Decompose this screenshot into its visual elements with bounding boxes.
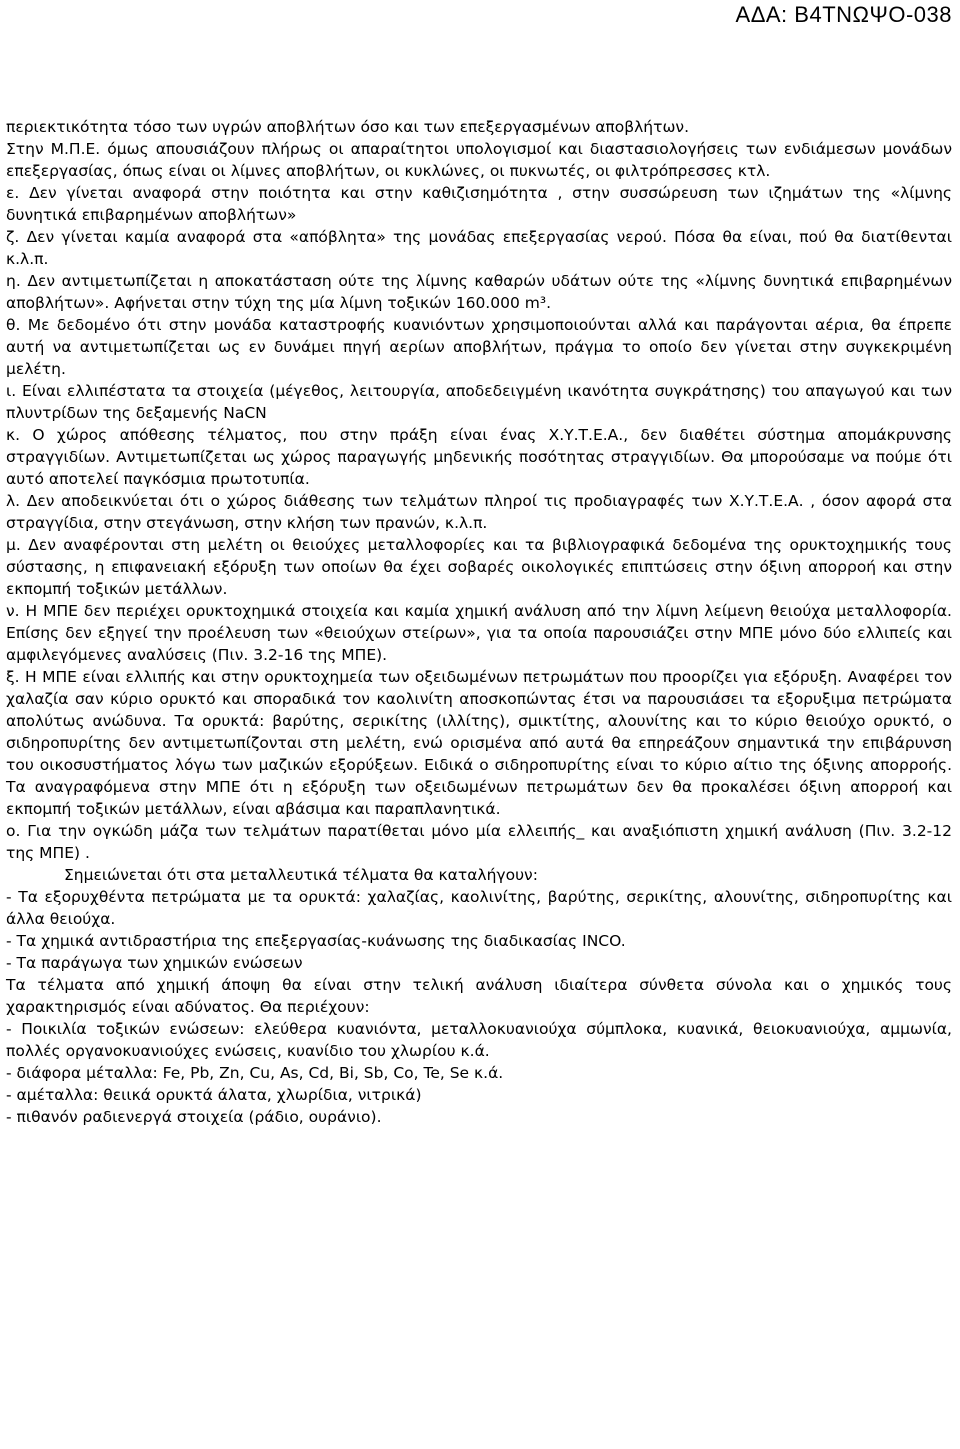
paragraph-intro: περιεκτικότητα τόσο των υγρών αποβλήτων όσο και των επεξεργασμένων αποβλήτων. — [6, 118, 690, 136]
paragraph-i: η. Δεν αντιμετωπίζεται η αποκατάσταση ούτε της λίμνης καθαρών υδάτων ούτε της «λίμνης δυνητικά επιβαρημένων αποβλήτων». Αφήνεται στην τύχη της μία λίμνη τοξικών 160.000 m³. — [6, 272, 952, 312]
paragraph-l: λ. Δεν αποδεικνύεται ότι ο χώρος διάθεσης των τελμάτων πληροί τις προδιαγραφές των Χ.Υ.Τ.Ε.Α. , όσον αφορά στα στραγγίδια, στην στεγάνωση, στην κλήση των πρανών, κ.λ.π. — [6, 492, 952, 532]
paragraph-o: ο. Για την ογκώδη μάζα των τελμάτων παρατίθεται μόνο μία ελλειπής_ και αναξιόπιστη χημική ανάλυση (Πιν. 3.2-12 της ΜΠΕ) . — [6, 822, 952, 862]
indented-note: Σημειώνεται ότι στα μεταλλευτικά τέλματα θα καταλήγουν: — [64, 866, 538, 884]
paragraph-m: μ. Δεν αναφέρονται στη μελέτη οι θειούχες μεταλλοφορίες και τα βιβλιογραφικά δεδομένα της ορυκτοχημικής τους σύστασης, η επιφανειακή εξόρυξη των οποίων θα έχει σοβαρές οικολογικές επιπτώσεις στην όξινη απορροή και στην εκπομπή τοξικών μετάλλων. — [6, 536, 952, 598]
list-b-item: - Ποικιλία τοξικών ενώσεων: ελεύθερα κυανιόντα, μεταλλοκυανιούχα σύμπλοκα, κυανικά, θειοκυανιούχα, αμμωνία, πολλές οργανοκυανιούχες ενώσεις, κυανίδιο του χλωρίου κ.ά. — [6, 1020, 952, 1060]
paragraph-z: ζ. Δεν γίνεται καμία αναφορά στα «απόβλητα» της μονάδας επεξεργασίας νερού. Πόσα θα είναι, πού θα διατίθενται κ.λ.π. — [6, 228, 952, 268]
paragraph-e: ε. Δεν γίνεται αναφορά στην ποιότητα και στην καθιζισημότητα , στην συσσώρευση των ιζημάτων της «λίμνης δυνητικά επιβαρημένων αποβλήτων» — [6, 184, 952, 224]
paragraph-ks: ξ. Η ΜΠΕ είναι ελλιπής και στην ορυκτοχημεία των οξειδωμένων πετρωμάτων που προορίζει για εξόρυξη. Αναφέρει τον χαλαζία σαν κύριο ορυκτό και σποραδικά τον καολινίτη αποσκοπώντας έτσι να παρουσιάσει τα εξορυξιμα πετρώματα απολύτως ανώδυνα. Τα ορυκτά: βαρύτης, σερικίτης (ιλλίτης), σμικτίτης, αλουνίτης και το κύριο θειούχο ορυκτό, ο σιδηροπυρίτης δεν αντιμετωπίζονται στη μελέτη, ενώ ορισμένα από αυτά θα επηρεάζουν σημαντικά την επιβάρυνση του οικοσυστήματος λόγω των μαζικών εξορύξεων. Ειδικά ο σιδηροπυρίτης είναι το κύριο αίτιο της όξινης απορροής. Τα αναγραφόμενα στην ΜΠΕ ότι η εξόρυξη των οξειδωμένων πετρωμάτων δεν θα προκαλέσει όξινη απορροή και εκπομπή τοξικών μετάλλων, είναι αβάσιμα και παραπλανητικά. — [6, 668, 952, 818]
document-body — [6, 116, 952, 1128]
list-b-item: - διάφορα μέταλλα: Fe, Pb, Zn, Cu, As, Cd, Bi, Sb, Co, Te, Se κ.ά. — [6, 1064, 504, 1082]
list-b-item: - πιθανόν ραδιενεργά στοιχεία (ράδιο, ουράνιο). — [6, 1108, 382, 1126]
closing-paragraph: Τα τέλματα από χημική άποψη θα είναι στην τελική ανάλυση ιδιαίτερα σύνθετα σύνολα και ο χημικός τους χαρακτηρισμός είναι αδύνατος. Θα περιέχουν: — [6, 976, 952, 1016]
paragraph-iota: ι. Είναι ελλιπέστατα τα στοιχεία (μέγεθος, λειτουργία, αποδεδειγμένη ικανότητα συγκράτησης) του απαγωγού και των πλυντρίδων της δεξαμενής NaCN — [6, 382, 952, 422]
list-b-item: - αμέταλλα: θειικά ορυκτά άλατα, χλωρίδια, νιτρικά) — [6, 1086, 422, 1104]
paragraph-k: κ. Ο χώρος απόθεσης τέλματος, που στην πράξη είναι ένας Χ.Υ.Τ.Ε.Α., δεν διαθέτει σύστημα απομάκρυνσης στραγγιδίων. Αντιμετωπίζεται ως χώρος παραγωγής μηδενικής ποσότητας στραγγιδίων. Θα μπορούσαμε να πούμε ότι αυτό αποτελεί παγκόσμια πρωτοτυπία. — [6, 426, 952, 488]
paragraph-n: ν. Η ΜΠΕ δεν περιέχει ορυκτοχημικά στοιχεία και καμία χημική ανάλυση από την λίμνη λείμενη θειούχα μεταλλοφορία. Επίσης δεν εξηγεί την προέλευση των «θειούχων στείρων», για τα οποία παρουσιάζει στην ΜΠΕ μόνο δύο ελλιπείς και αμφιλεγόμενες αναλύσεις (Πιν. 3.2-16 της ΜΠΕ). — [6, 602, 952, 664]
paragraph-th: θ. Με δεδομένο ότι στην μονάδα καταστροφής κυανιόντων χρησιμοποιούνται αλλά και παράγονται αέρια, θα έπρεπε αυτή να αντιμετωπίζεται ως εν δυνάμει πηγή αερίων αποβλήτων, πράγμα το οποίο δεν γίνεται στην συγκεκριμένη μελέτη. — [6, 316, 952, 378]
list-a-item: - Τα εξορυχθέντα πετρώματα με τα ορυκτά: χαλαζίας, καολινίτης, βαρύτης, σερικίτης, αλουνίτης, σιδηροπυρίτης και άλλα θειούχα. — [6, 888, 952, 928]
ada-code-header: ΑΔΑ: Β4ΤΝΩΨΟ-038 — [735, 2, 952, 27]
list-a-item: - Τα παράγωγα των χημικών ενώσεων — [6, 954, 303, 972]
paragraph-mpe: Στην Μ.Π.Ε. όμως απουσιάζουν πλήρως οι απαραίτητοι υπολογισμοί και διαστασιολογήσεις των ενδιάμεσων μονάδων επεξεργασίας, όπως είναι οι λίμνες αποβλήτων, οι κυκλώνες, οι πυκνωτές, οι φιλτρόπρεσσες κτλ. — [6, 140, 952, 180]
list-a-item: - Τα χημικά αντιδραστήρια της επεξεργασίας-κυάνωσης της διαδικασίας INCO. — [6, 932, 626, 950]
